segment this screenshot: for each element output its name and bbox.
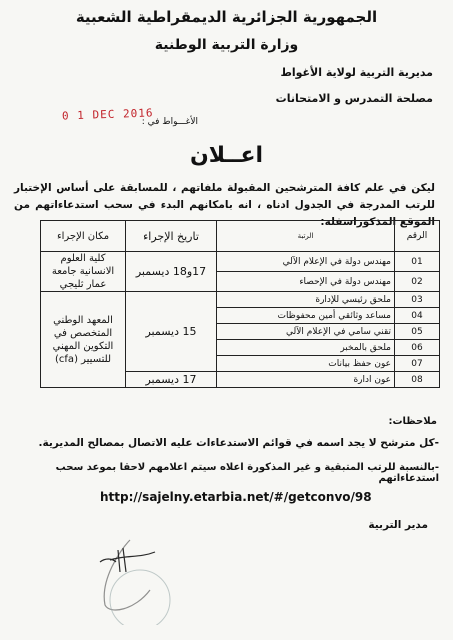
row-rank: ملحق رئيسي للإدارة bbox=[217, 292, 395, 308]
date-label: الأغـــواط في : bbox=[141, 117, 198, 127]
signatory-title: مدير التربية bbox=[368, 519, 428, 531]
row-rank: عون ادارة bbox=[217, 372, 395, 388]
header-number: الرقم bbox=[395, 221, 440, 252]
exam-date-cell: 17و18 ديسمبر bbox=[126, 252, 217, 292]
row-rank: ملحق بالمخبر bbox=[217, 340, 395, 356]
row-number: 04 bbox=[395, 308, 440, 324]
republic-heading: الجمهورية الجزائرية الديمقراطية الشعبية bbox=[75, 8, 378, 26]
announcement-title: اعــلان bbox=[189, 143, 264, 168]
table-header-row bbox=[41, 221, 440, 252]
intro-paragraph: ليكن في علم كافة المترشحين المقبولة ملفاتهم ، للمسابقة على أساس الإختبار للرتب المدرجة في الجدول ادناه ، انه بامكانهم البدء في سحب استدعاءاتهم من الموقع المذكوراسفله: bbox=[14, 182, 435, 228]
notes-title: ملاحظات: bbox=[388, 416, 437, 427]
header-date: تاريخ الإجراء bbox=[126, 221, 217, 252]
row-number: 02 bbox=[395, 272, 440, 292]
convocation-link[interactable]: http://sajelny.etarbia.net/#/getconvo/98 bbox=[100, 490, 372, 504]
row-rank: تقني سامي في الإعلام الآلي bbox=[217, 324, 395, 340]
ministry-heading: وزارة التربية الوطنية bbox=[154, 37, 299, 53]
row-rank: مهندس دولة في الإحصاء bbox=[217, 272, 395, 292]
row-rank: مهندس دولة في الإعلام الآلي bbox=[217, 252, 395, 272]
table-row bbox=[41, 252, 440, 272]
row-number: 06 bbox=[395, 340, 440, 356]
row-number: 01 bbox=[395, 252, 440, 272]
exam-place-cell: المعهد الوطني المتخصص في التكوين المهني للتسيير (cfa) bbox=[41, 292, 126, 388]
note-1: -كل مترشح لا يجد اسمه في قوائم الاستدعاءات عليه الاتصال بمصالح المديرية. bbox=[38, 437, 439, 449]
signature-stamp-image bbox=[60, 520, 190, 625]
note-2: -بالنسبة للرتب المتبقية و غير المذكورة اعلاه سيتم اعلامهم لاحقا بموعد سحب استدعاءاتهم bbox=[55, 462, 439, 484]
date-stamp: 0 1 DEC 2016 bbox=[61, 106, 154, 123]
exam-place-cell: كلية العلوم الانسانية جامعة عمار ثليجي bbox=[41, 252, 126, 292]
row-number: 07 bbox=[395, 356, 440, 372]
row-number: 05 bbox=[395, 324, 440, 340]
ranks-table bbox=[40, 220, 440, 388]
row-number: 08 bbox=[395, 372, 440, 388]
header-place: مكان الإجراء bbox=[41, 221, 126, 252]
row-number: 03 bbox=[395, 292, 440, 308]
table-row bbox=[41, 292, 440, 308]
row-rank: عون حفظ بيانات bbox=[217, 356, 395, 372]
service-name: مصلحة التمدرس و الامتحانات bbox=[275, 92, 433, 105]
directorate-name: مديرية التربية لولاية الأغواط bbox=[280, 66, 433, 79]
row-rank: مساعد وثائقي أمين محفوظات bbox=[217, 308, 395, 324]
exam-date-cell: 17 ديسمبر bbox=[126, 372, 217, 388]
exam-date-cell: 15 ديسمبر bbox=[126, 292, 217, 372]
header-rank: الرتبة bbox=[217, 221, 395, 252]
